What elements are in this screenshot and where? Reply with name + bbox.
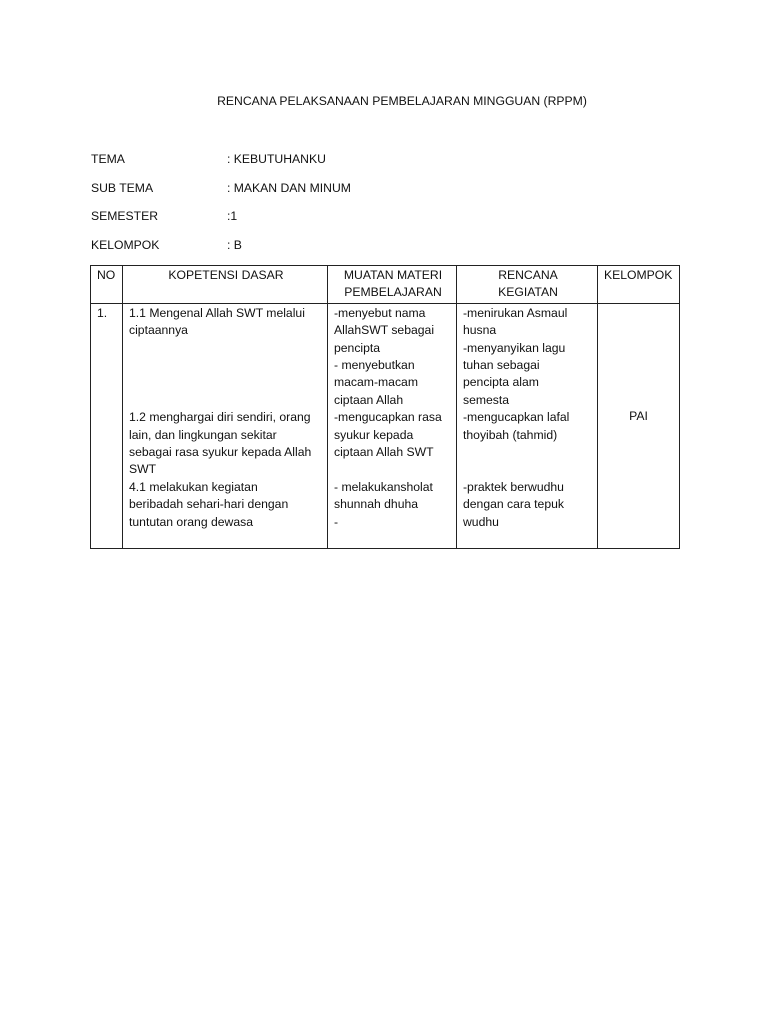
- kd-item-2: [129, 409, 323, 479]
- meta-tema: [91, 151, 691, 169]
- header-muatan-materi: [328, 266, 457, 304]
- header-rencana-line-1: RENCANA: [498, 268, 558, 282]
- muatan2-line: -mengucapkan rasa: [334, 410, 442, 425]
- rencana1-line: husna: [463, 323, 497, 338]
- muatan2-line: syukur kepada: [334, 427, 414, 442]
- meta-sub-tema-value: : MAKAN DAN MINUM: [227, 181, 351, 195]
- kd-item-1: [129, 305, 323, 340]
- rencana1-line: pencipta alam: [463, 375, 539, 390]
- rppm-table: [90, 265, 680, 549]
- header-no: NO: [91, 266, 123, 304]
- kd3-line: 4.1 melakukan kegiatan: [129, 479, 258, 494]
- muatan3-line: -: [334, 514, 339, 529]
- kd2-line: 1.2 menghargai diri sendiri, orang: [129, 410, 311, 425]
- muatan-item-1: [334, 305, 452, 409]
- cell-muatan-materi: [328, 303, 457, 548]
- muatan-item-2: [334, 409, 452, 461]
- rencana1-line: -menirukan Asmaul: [463, 305, 568, 320]
- cell-no: 1.: [91, 303, 123, 548]
- rencana1-line: -menyanyikan lagu: [463, 340, 566, 355]
- rencana-item-1: [463, 305, 593, 409]
- muatan1-line: ciptaan Allah: [334, 392, 404, 407]
- meta-tema-value: : KEBUTUHANKU: [227, 152, 326, 166]
- rencana3-line: dengan cara tepuk: [463, 497, 564, 512]
- header-muatan-line-1: MUATAN MATERI: [343, 268, 443, 282]
- muatan1-line: -menyebut nama: [334, 305, 426, 320]
- header-muatan-line-2: PEMBELAJARAN: [344, 285, 442, 300]
- kd-item-3: [129, 479, 323, 531]
- meta-kelompok-value: : B: [227, 238, 242, 252]
- meta-tema-label: TEMA: [91, 152, 125, 166]
- kd3-line: beribadah sehari-hari dengan: [129, 497, 289, 512]
- kd2-line: SWT: [129, 462, 157, 477]
- rencana3-line: -praktek berwudhu: [463, 479, 564, 494]
- rencana3-line: wudhu: [463, 514, 499, 529]
- meta-semester-value: :1: [227, 209, 238, 223]
- muatan3-line: - melakukansholat: [334, 479, 433, 494]
- muatan1-line: macam-macam: [334, 375, 418, 390]
- kd1-line: ciptaannya: [129, 323, 188, 338]
- muatan2-line: ciptaan Allah SWT: [334, 445, 434, 460]
- kd2-line: sebagai rasa syukur kepada Allah: [129, 445, 312, 459]
- muatan1-line: AllahSWT sebagai: [334, 323, 435, 338]
- rencana2-line: -mengucapkan lafal: [463, 410, 570, 425]
- header-kelompok: KELOMPOK: [598, 266, 680, 304]
- rencana1-line: tuhan sebagai: [463, 358, 540, 373]
- meta-semester: [91, 208, 691, 226]
- table-row: [91, 303, 680, 548]
- header-rencana-kegiatan: [457, 266, 598, 304]
- meta-kelompok-label: KELOMPOK: [91, 238, 160, 252]
- muatan1-line: pencipta: [334, 340, 381, 355]
- meta-sub-tema-label: SUB TEMA: [91, 181, 154, 195]
- table-header-row: [91, 266, 680, 304]
- kelompok-value: PAI: [629, 408, 648, 423]
- meta-semester-label: SEMESTER: [91, 209, 159, 223]
- rencana1-line: semesta: [463, 392, 510, 407]
- header-rencana-line-2: KEGIATAN: [498, 285, 558, 300]
- kd2-line: lain, dan lingkungan sekitar: [129, 427, 277, 442]
- meta-kelompok: [91, 237, 691, 255]
- muatan3-line: shunnah dhuha: [334, 497, 419, 512]
- rencana-item-3: [463, 479, 593, 531]
- kd1-line: 1.1 Mengenal Allah SWT melalui: [129, 305, 305, 320]
- meta-sub-tema: [91, 180, 691, 198]
- cell-rencana-kegiatan: [457, 303, 598, 548]
- cell-kelompok: [598, 303, 680, 548]
- muatan1-line: - menyebutkan: [334, 358, 415, 373]
- header-kompetensi-dasar: KOPETENSI DASAR: [123, 266, 328, 304]
- document-title: RENCANA PELAKSANAAN PEMBELAJARAN MINGGUAN (RPPM): [217, 94, 587, 108]
- rencana-item-2: [463, 409, 593, 444]
- muatan-item-3: [334, 479, 452, 531]
- rencana2-line: thoyibah (tahmid): [463, 427, 558, 442]
- kd3-line: tuntutan orang dewasa: [129, 514, 253, 529]
- cell-kompetensi-dasar: [123, 303, 328, 548]
